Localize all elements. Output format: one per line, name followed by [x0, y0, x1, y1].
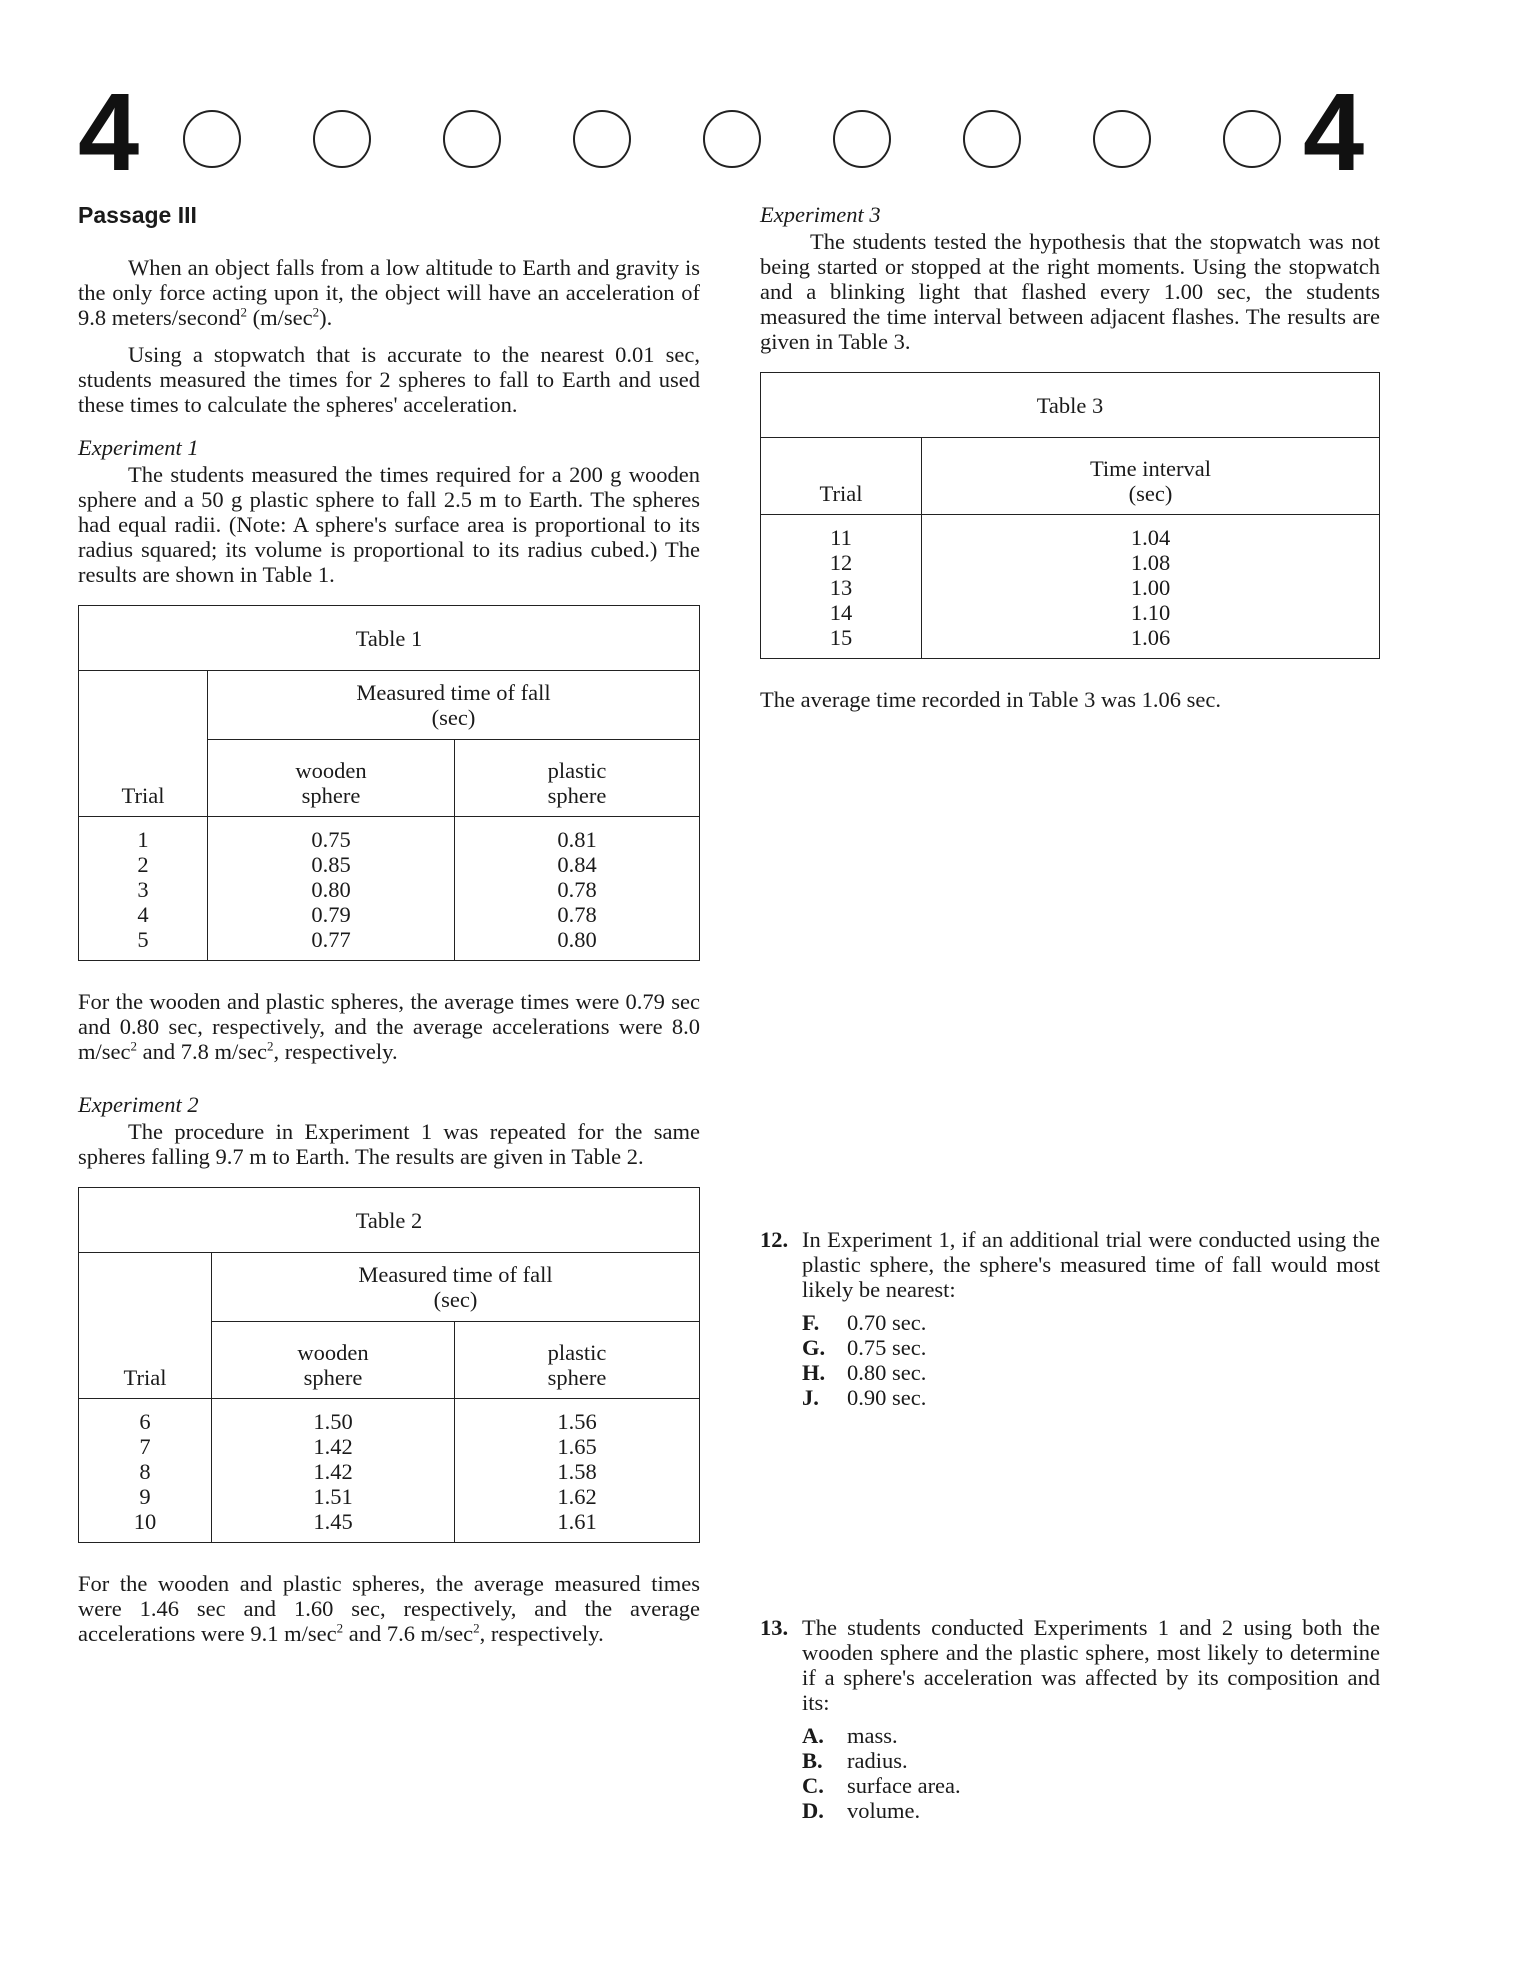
circle-icon: [313, 110, 371, 168]
plastic-values: 0.81 0.84 0.78 0.78 0.80: [455, 817, 700, 961]
circle-icon: [833, 110, 891, 168]
circle-icon: [703, 110, 761, 168]
answer-option-j[interactable]: J. 0.90 sec.: [802, 1385, 927, 1410]
table-1: [78, 605, 700, 961]
experiment-2-title: Experiment 2: [78, 1092, 199, 1117]
answer-option-f[interactable]: F. 0.70 sec.: [802, 1310, 927, 1335]
circle-icon: [573, 110, 631, 168]
column-header-trial: Trial: [79, 1253, 212, 1399]
trial-values: 11 12 13 14 15: [761, 515, 922, 659]
interval-values: 1.04 1.08 1.00 1.10 1.06: [922, 515, 1380, 659]
page-number-right: 4: [1303, 71, 1365, 194]
left-column: [78, 200, 700, 1658]
experiment-1-results: For the wooden and plastic spheres, the average times were 0.79 sec and 0.80 sec, respectively, and the average accelerations were 8.0 $m/\sec^2$ and 7.8 $m/\sec^2$, respectively.: [78, 989, 700, 1064]
experiment-3-title: Experiment 3: [760, 202, 881, 227]
table-2: [78, 1187, 700, 1543]
answer-option-g[interactable]: G. 0.75 sec.: [802, 1335, 927, 1360]
experiment-1-title: Experiment 1: [78, 435, 199, 460]
answer-options-13: [802, 1723, 1380, 1823]
circle-icon: [963, 110, 1021, 168]
trial-values: 1 2 3 4 5: [79, 817, 208, 961]
group-header: Measured time of fall (sec): [208, 671, 700, 740]
question-12: [760, 1227, 1380, 1302]
question-text: The students conducted Experiments 1 and 2 using both the wooden sphere and the plastic sphere, most likely to determine if a sphere's acceleration was affected by its composition and its:: [802, 1615, 1380, 1715]
column-header-trial: Trial: [79, 671, 208, 817]
answer-option-a[interactable]: A. mass.: [802, 1723, 898, 1748]
question-13: [760, 1615, 1380, 1715]
table-caption: Table 3: [761, 373, 1380, 438]
column-header-trial: Trial: [761, 438, 922, 515]
answer-option-d[interactable]: D. volume.: [802, 1798, 921, 1823]
circle-icon: [443, 110, 501, 168]
question-number: 12.: [760, 1227, 789, 1252]
passage-title: Passage III: [78, 202, 197, 228]
group-header: Measured time of fall (sec): [212, 1253, 700, 1322]
wooden-values: 0.75 0.85 0.80 0.79 0.77: [208, 817, 455, 961]
circle-icon: [1223, 110, 1281, 168]
column-header-plastic: plastic sphere: [455, 1322, 700, 1399]
question-text: In Experiment 1, if an additional trial were conducted using the plastic sphere, the sphere's measured time of fall would most likely be nearest:: [802, 1227, 1380, 1302]
circle-icon: [1093, 110, 1151, 168]
experiment-2-results: For the wooden and plastic spheres, the average measured times were 1.46 sec and 1.60 sec, respectively, and the average accelerations were 9.1 $m/\sec^2$ and 7.6 $m/\sec^2$, respectively.: [78, 1571, 700, 1646]
experiment-2-text: The procedure in Experiment 1 was repeated for the same spheres falling 9.7 m to Earth. The results are given in Table 2.: [78, 1119, 700, 1169]
column-header-time-interval: Time interval (sec): [922, 438, 1380, 515]
question-number: 13.: [760, 1615, 789, 1640]
experiment-1-text: The students measured the times required for a 200 g wooden sphere and a 50 g plastic sphere to fall 2.5 m to Earth. The spheres had equal radii. (Note: A sphere's surface area is proportional to its radius squared; its volume is proportional to its radius cubed.) The results are shown in Table 1.: [78, 462, 700, 587]
intro-paragraph-1: When an object falls from a low altitude to Earth and gravity is the only force acting upon it, the object will have an acceleration of 9.8 meters/second$^2$ $(m/\sec^2)$.: [78, 255, 700, 330]
right-column: [760, 200, 1380, 1823]
column-header-wooden: wooden sphere: [208, 740, 455, 817]
column-header-plastic: plastic sphere: [455, 740, 700, 817]
table-3: [760, 372, 1380, 659]
wooden-values: 1.50 1.42 1.42 1.51 1.45: [212, 1399, 455, 1543]
answer-option-c[interactable]: C. surface area.: [802, 1773, 961, 1798]
trial-values: 6 7 8 9 10: [79, 1399, 212, 1543]
table-caption: Table 1: [79, 606, 700, 671]
plastic-values: 1.56 1.65 1.58 1.62 1.61: [455, 1399, 700, 1543]
answer-options-12: [802, 1310, 1380, 1410]
intro-paragraph-2: Using a stopwatch that is accurate to the nearest 0.01 sec, students measured the times for 2 spheres to fall to Earth and used these times to calculate the spheres' acceleration.: [78, 342, 700, 417]
answer-option-b[interactable]: B. radius.: [802, 1748, 908, 1773]
table-caption: Table 2: [79, 1188, 700, 1253]
experiment-3-results: The average time recorded in Table 3 was 1.06 sec.: [760, 687, 1221, 712]
page-number-left: 4: [78, 71, 140, 194]
circle-icon: [183, 110, 241, 168]
page-header: [78, 71, 1378, 194]
answer-option-h[interactable]: H. 0.80 sec.: [802, 1360, 927, 1385]
experiment-3-text: The students tested the hypothesis that the stopwatch was not being started or stopped at the right moments. Using the stopwatch and a blinking light that flashed every 1.00 sec, the students measured the time interval between adjacent flashes. The results are given in Table 3.: [760, 229, 1380, 354]
column-header-wooden: wooden sphere: [212, 1322, 455, 1399]
